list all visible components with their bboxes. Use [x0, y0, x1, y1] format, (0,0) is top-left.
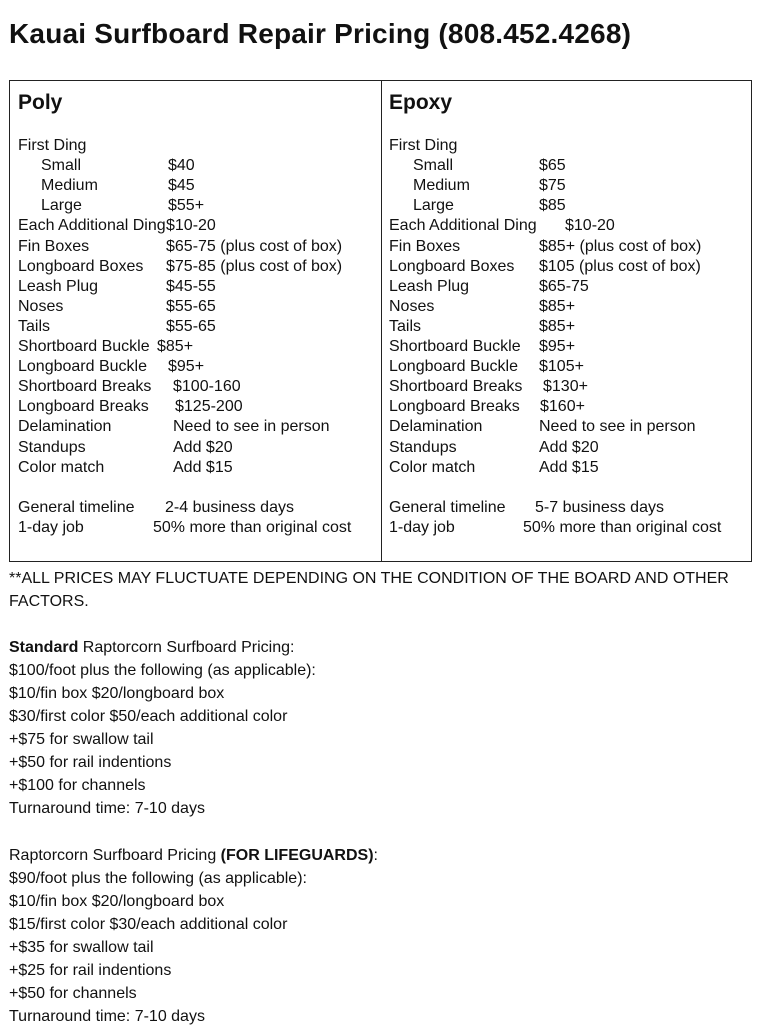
lifeguard-line: $10/fin box $20/longboard box — [9, 893, 225, 910]
repair-item-price: $45-55 — [166, 277, 216, 295]
repair-item-label: Shortboard Breaks — [389, 378, 523, 396]
column-heading: Epoxy — [389, 91, 453, 114]
standard-line: +$75 for swallow tail — [9, 731, 154, 748]
repair-item-label: Shortboard Buckle — [389, 338, 521, 355]
timeline-label: General timeline — [389, 498, 506, 516]
repair-item-price: $55-65 — [166, 297, 216, 315]
repair-item-label: Shortboard Breaks — [18, 378, 152, 396]
repair-item-price: $125-200 — [175, 398, 243, 416]
repair-item-label: Leash Plug — [389, 277, 470, 295]
lifeguard-heading — [9, 844, 378, 867]
repair-item-label: Longboard Breaks — [389, 398, 520, 416]
ding-size-label: Small — [413, 157, 454, 175]
repair-item-price: $105+ — [539, 358, 584, 376]
lifeguard-line: +$25 for rail indentions — [9, 962, 172, 979]
lifeguard-line: $90/foot plus the following (as applicable): — [9, 870, 307, 887]
standard-line: Turnaround time: 7-10 days — [9, 800, 205, 817]
repair-item-label: Longboard Boxes — [18, 257, 144, 275]
ding-size-price: $85 — [539, 197, 566, 215]
repair-item-label: Tails — [18, 317, 51, 335]
repair-item-price: $85+ — [157, 338, 194, 355]
disclaimer: **ALL PRICES MAY FLUCTUATE DEPENDING ON THE CONDITION OF THE BOARD AND OTHER FACTORS. — [9, 570, 729, 610]
repair-item-price: $160+ — [540, 398, 585, 416]
repair-item-price: Add $15 — [173, 458, 233, 476]
timeline-label: 1-day job — [18, 518, 84, 536]
ding-size-price: $65 — [539, 157, 566, 175]
repair-item-price: $10-20 — [565, 217, 615, 235]
repair-item-label: Standups — [18, 438, 86, 456]
ding-size-price: $75 — [539, 177, 566, 195]
repair-item-label: Delamination — [389, 418, 483, 436]
lifeguard-heading-bold: (FOR LIFEGUARDS) — [220, 847, 374, 864]
repair-item-price: $130+ — [543, 378, 588, 396]
repair-item-label: Fin Boxes — [389, 237, 461, 255]
first-ding-label: First Ding — [18, 137, 87, 154]
column-divider — [381, 81, 382, 561]
repair-item-price: $95+ — [539, 338, 576, 355]
repair-item-price: $85+ — [539, 297, 576, 315]
repair-item-price: $10-20 — [166, 217, 216, 235]
ding-size-label: Medium — [413, 177, 470, 195]
repair-item-price: $95+ — [168, 358, 205, 376]
timeline-value: 50% more than original cost — [153, 518, 352, 536]
repair-item-label: Longboard Boxes — [389, 257, 515, 275]
repair-item-label: Fin Boxes — [18, 237, 90, 255]
repair-item-label: Noses — [389, 297, 435, 315]
repair-item-label: Longboard Buckle — [18, 358, 147, 376]
repair-item-label: Each Additional Ding — [18, 217, 166, 235]
timeline-value: 5-7 business days — [535, 498, 664, 516]
ding-size-price: $55+ — [168, 197, 205, 215]
ding-size-label: Large — [41, 197, 82, 215]
repair-item-price: Need to see in person — [173, 418, 330, 436]
repair-item-label: Shortboard Buckle — [18, 338, 150, 355]
repair-item-price: Add $20 — [173, 438, 233, 456]
ding-size-price: $40 — [168, 157, 195, 175]
standard-heading — [9, 636, 316, 659]
timeline-label: General timeline — [18, 498, 135, 516]
repair-item-price: $55-65 — [166, 317, 216, 335]
repair-item-price: $65-75 (plus cost of box) — [166, 237, 343, 255]
lifeguard-line: +$35 for swallow tail — [9, 939, 154, 956]
lifeguard-pricing-section — [9, 844, 378, 1028]
repair-item-price: Add $20 — [539, 438, 599, 456]
lifeguard-heading-tail: : — [373, 847, 378, 864]
repair-item-label: Color match — [18, 458, 105, 476]
repair-item-label: Longboard Breaks — [18, 398, 149, 416]
standard-heading-text: Raptorcorn Surfboard Pricing: — [78, 639, 295, 656]
repair-item-label: Tails — [389, 317, 422, 335]
standard-line: $10/fin box $20/longboard box — [9, 685, 225, 702]
standard-heading-bold: Standard — [9, 639, 79, 656]
repair-item-price: Need to see in person — [539, 418, 696, 436]
timeline-value: 50% more than original cost — [523, 518, 722, 536]
repair-item-price: $65-75 — [539, 277, 589, 295]
lifeguard-heading-text: Raptorcorn Surfboard Pricing — [9, 847, 221, 864]
repair-item-label: Leash Plug — [18, 277, 99, 295]
repair-item-price: Add $15 — [539, 458, 599, 476]
standard-line: +$100 for channels — [9, 777, 146, 794]
lifeguard-line: $15/first color $30/each additional color — [9, 916, 288, 933]
repair-item-price: $100-160 — [173, 378, 241, 396]
ding-size-label: Small — [41, 157, 82, 175]
standard-line: +$50 for rail indentions — [9, 754, 172, 771]
repair-item-label: Delamination — [18, 418, 112, 436]
ding-size-price: $45 — [168, 177, 195, 195]
standard-pricing-section — [9, 636, 316, 820]
timeline-value: 2-4 business days — [165, 498, 294, 516]
repair-item-price: $85+ — [539, 317, 576, 335]
column-heading: Poly — [18, 91, 63, 114]
timeline-label: 1-day job — [389, 518, 455, 536]
ding-size-label: Medium — [41, 177, 98, 195]
repair-item-label: Color match — [389, 458, 476, 476]
repair-item-label: Longboard Buckle — [389, 358, 518, 376]
pricing-table — [9, 80, 752, 562]
repair-item-label: Noses — [18, 297, 64, 315]
first-ding-label: First Ding — [389, 137, 458, 154]
standard-line: $100/foot plus the following (as applicable): — [9, 662, 316, 679]
repair-item-price: $105 (plus cost of box) — [539, 257, 701, 275]
ding-size-label: Large — [413, 197, 454, 215]
repair-item-label: Each Additional Ding — [389, 217, 537, 235]
lifeguard-line: +$50 for channels — [9, 985, 137, 1002]
repair-item-price: $85+ (plus cost of box) — [539, 237, 702, 255]
page-title: Kauai Surfboard Repair Pricing (808.452.4268) — [9, 18, 632, 49]
standard-line: $30/first color $50/each additional color — [9, 708, 288, 725]
lifeguard-line: Turnaround time: 7-10 days — [9, 1008, 205, 1025]
repair-item-label: Standups — [389, 438, 457, 456]
repair-item-price: $75-85 (plus cost of box) — [166, 257, 343, 275]
